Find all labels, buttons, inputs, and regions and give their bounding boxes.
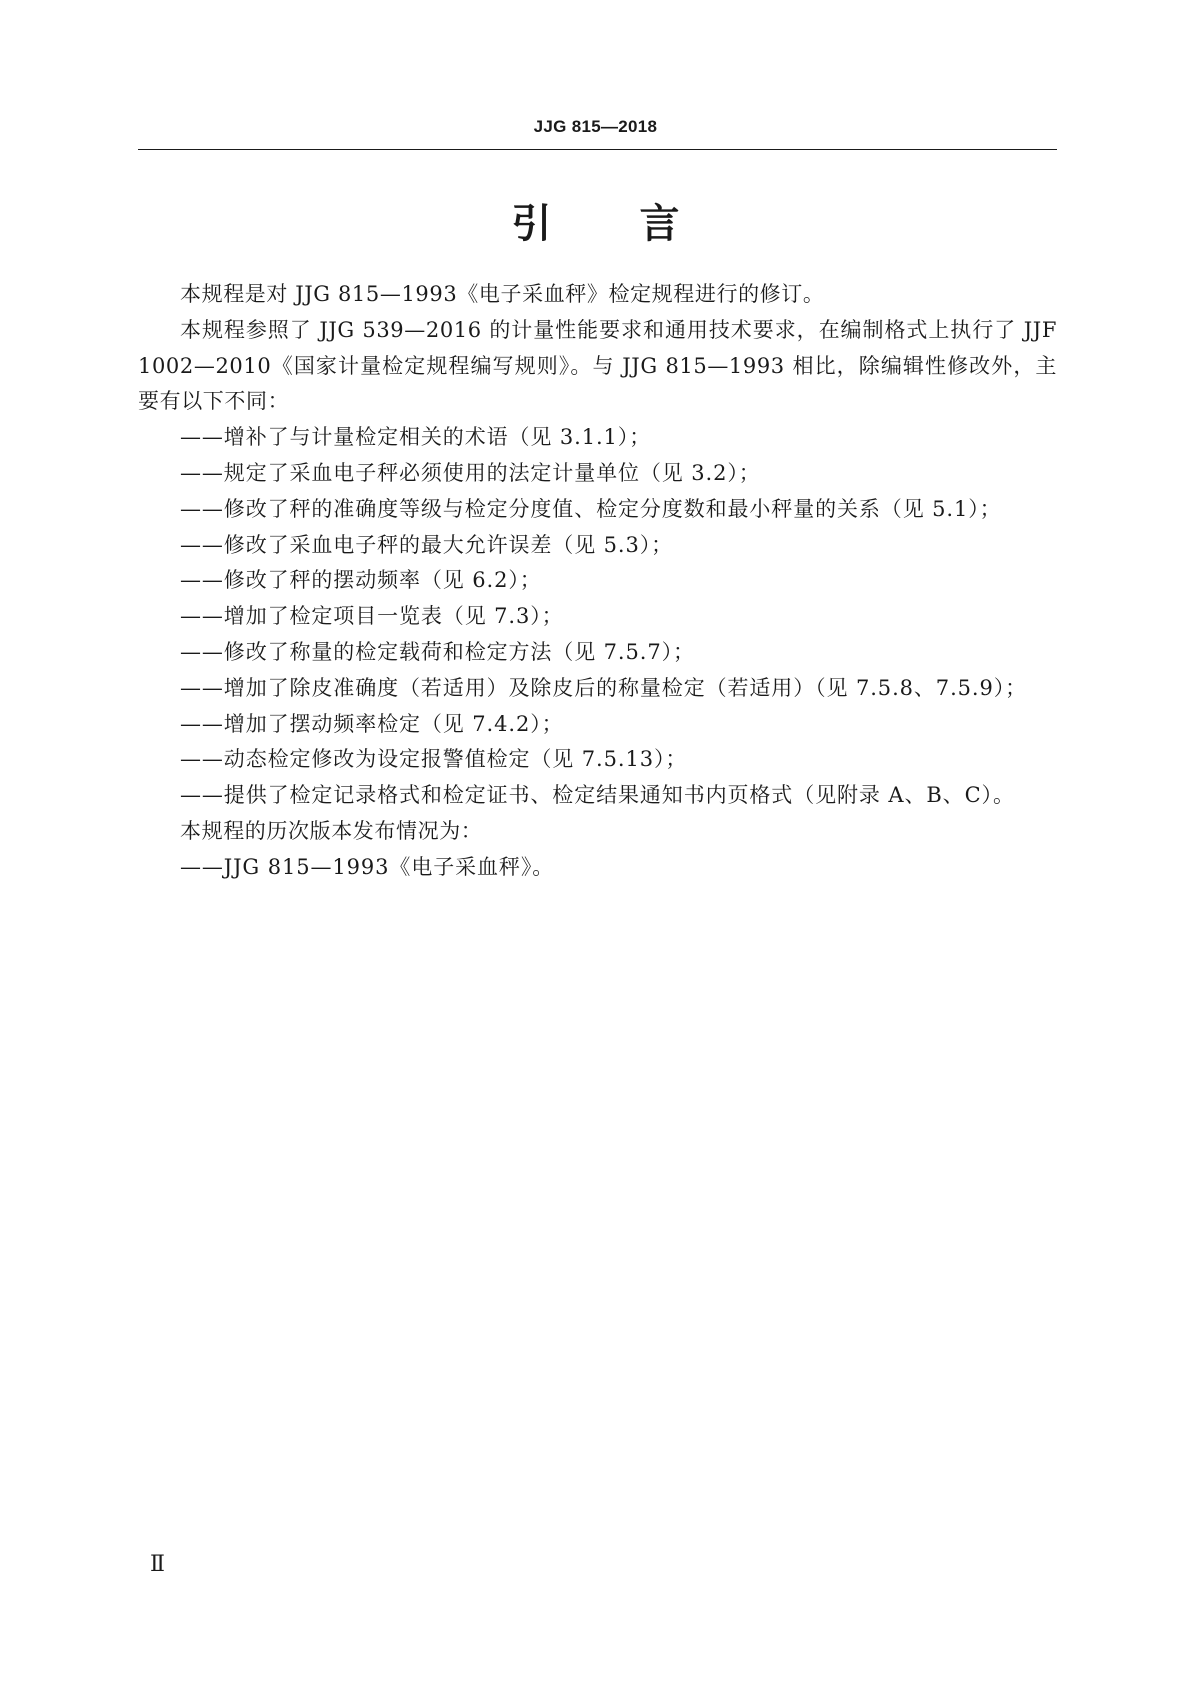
change-item: ——增加了检定项目一览表（见 7.3）； (180, 604, 564, 629)
change-item: ——增加了除皮准确度（若适用）及除皮后的称量检定（若适用）（见 7.5.8、7.5.9）； (180, 675, 1028, 700)
change-item: ——修改了秤的摆动频率（见 6.2）； (180, 568, 542, 593)
standard-code-header: JJG 815—2018 (533, 117, 658, 136)
history-item: ——JJG 815—1993《电子采血秤》。 (180, 854, 555, 879)
change-item: ——增加了摆动频率检定（见 7.4.2）； (180, 711, 564, 736)
header-divider (138, 149, 1057, 150)
paragraph-intro: 本规程是对 JJG 815—1993《电子采血秤》检定规程进行的修订。 (180, 282, 825, 306)
change-item: ——提供了检定记录格式和检定证书、检定结果通知书内页格式（见附录 A、B、C）。 (180, 783, 1015, 808)
page-title: 引言 (511, 201, 768, 247)
change-item: ——增补了与计量检定相关的术语（见 3.1.1）； (180, 425, 652, 450)
change-item: ——修改了采血电子秤的最大允许误差（见 5.3）； (180, 532, 674, 557)
change-item: ——规定了采血电子秤必须使用的法定计量单位（见 3.2）； (180, 460, 761, 485)
paragraph-reference: 本规程参照了 JJG 539—2016 的计量性能要求和通用技术要求，在编制格式上执行了 JJF 1002—2010《国家计量检定规程编写规则》。与 JJG 815—1993 相比，除编辑性修改外，主要有以下不同： (138, 317, 1057, 414)
change-item: ——修改了秤的准确度等级与检定分度值、检定分度数和最小秤量的关系（见 5.1）； (180, 496, 1002, 521)
change-item: ——动态检定修改为设定报警值检定（见 7.5.13）； (180, 747, 688, 772)
page-number: Ⅱ (150, 1552, 165, 1577)
preface-body (138, 277, 1057, 886)
paragraph-history: 本规程的历次版本发布情况为： (180, 818, 483, 843)
change-item: ——修改了称量的检定载荷和检定方法（见 7.5.7）； (180, 639, 695, 664)
